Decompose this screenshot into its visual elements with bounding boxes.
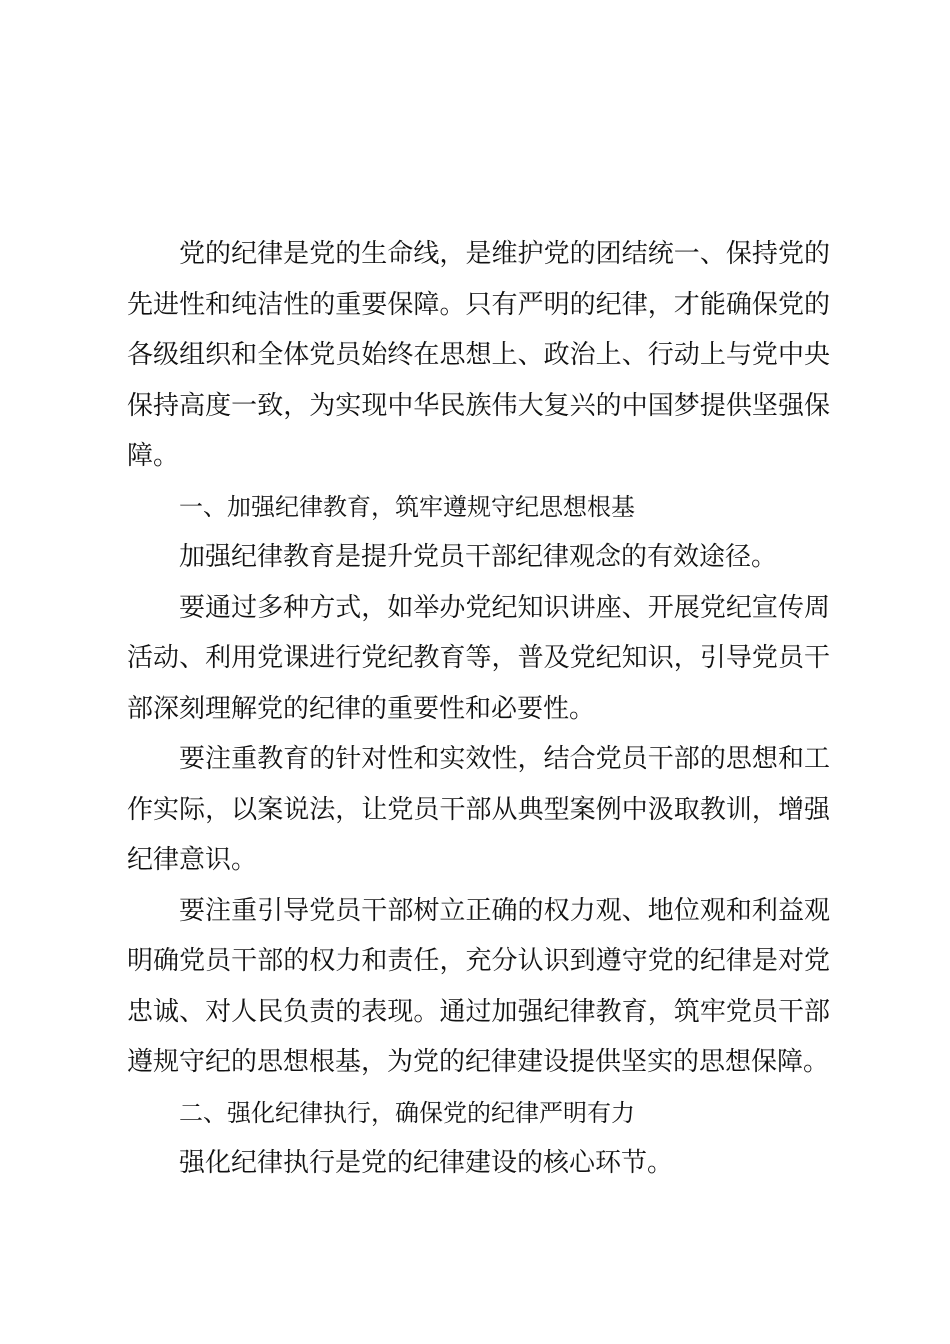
body-paragraph: 强化纪律执行是党的纪律建设的核心环节。 <box>179 1148 674 1178</box>
section-heading-2: 二、强化纪律执行，确保党的纪律严明有力 <box>179 1098 635 1127</box>
body-paragraph: 加强纪律教育是提升党员干部纪律观念的有效途径。 <box>179 542 778 572</box>
body-paragraph: 要通过多种方式，如举办党纪知识讲座、开展党纪宣传周活动、利用党课进行党纪教育等，普及党纪知识，引导党员干部深刻理解党的纪律的重要性和必要性。 <box>127 592 830 724</box>
section-heading-1: 一、加强纪律教育，筑牢遵规守纪思想根基 <box>179 492 635 521</box>
body-paragraph: 要注重教育的针对性和实效性，结合党员干部的思想和工作实际，以案说法，让党员干部从典型案例中汲取教训，增强纪律意识。 <box>127 744 830 875</box>
body-paragraph: 要注重引导党员干部树立正确的权力观、地位观和利益观明确党员干部的权力和责任，充分认识到遵守党的纪律是对党忠诚、对人民负责的表现。通过加强纪律教育，筑牢党员干部遵规守纪的思想根基，为党的纪律建设提供坚实的思想保障。 <box>127 895 830 1077</box>
document-page <box>127 229 830 1189</box>
intro-paragraph: 党的纪律是党的生命线，是维护党的团结统一、保持党的先进性和纯洁性的重要保障。只有严明的纪律，才能确保党的各级组织和全体党员始终在思想上、政治上、行动上与党中央保持高度一致，为实现中华民族伟大复兴的中国梦提供坚强保障。 <box>127 239 830 471</box>
